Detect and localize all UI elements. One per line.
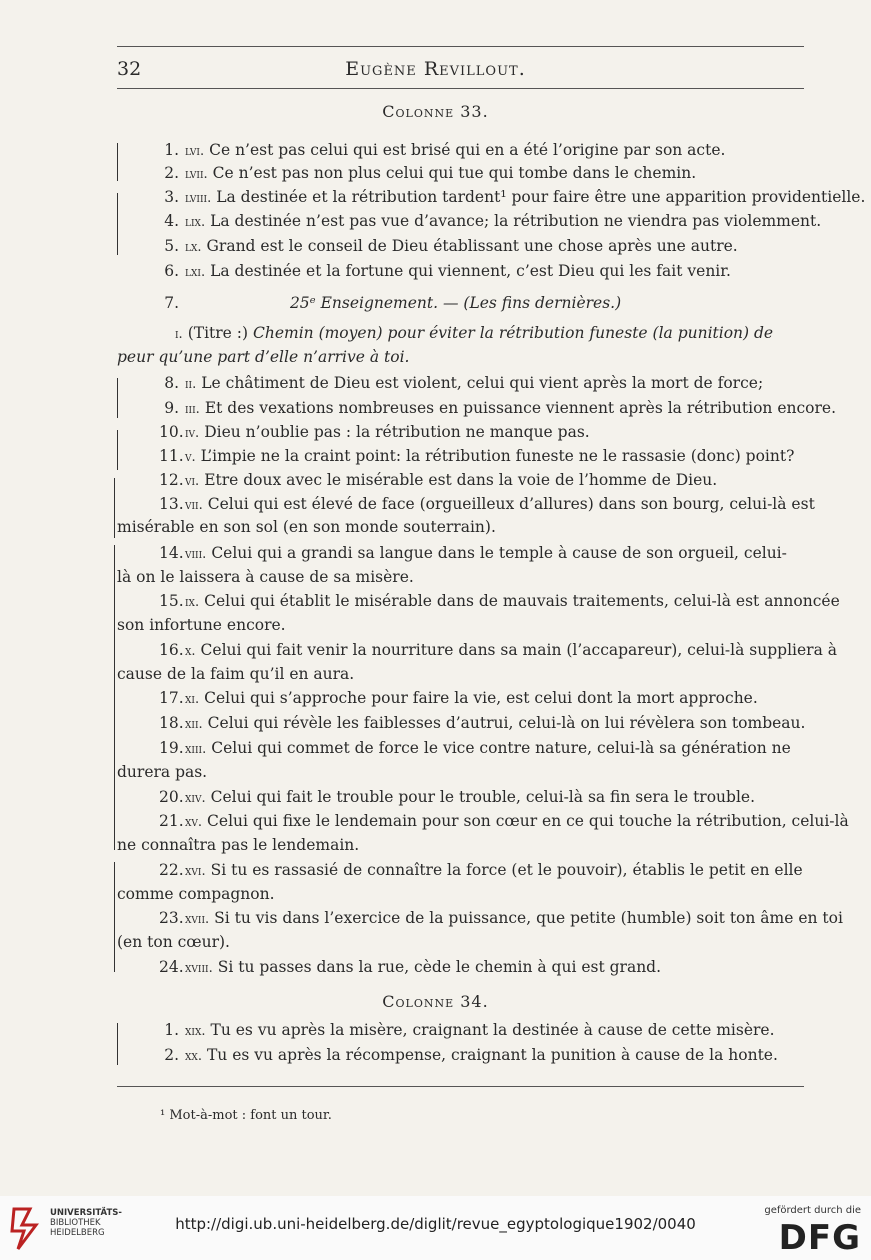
verse-line: 1. lvi. Ce n’est pas celui qui est brisé qui en a été l’origine par son acte.: [164, 141, 726, 159]
verse-line: 18.xii. Celui qui révèle les faiblesses d’autrui, celui-là on lui révèlera son tombeau.: [159, 714, 806, 732]
grouping-brace: [117, 378, 118, 418]
verse-line: 21.xv. Celui qui fixe le lendemain pour son cœur en ce qui touche la rétribution, celui-là: [159, 812, 849, 830]
source-url[interactable]: http://digi.ub.uni-heidelberg.de/diglit/revue_egyptologique1902/0040: [175, 1215, 696, 1233]
grouping-brace: [114, 545, 115, 850]
grouping-brace: [117, 1023, 118, 1065]
verse-line: 12.vi. Etre doux avec le misérable est dans la voie de l’homme de Dieu.: [159, 471, 718, 489]
verse-continuation: cause de la faim qu’il en aura.: [117, 665, 355, 683]
funder-caption: gefördert durch die: [764, 1205, 861, 1216]
verse-line: 20.xiv. Celui qui fait le trouble pour le trouble, celui-là sa fin sera le trouble.: [159, 788, 756, 806]
verse-line: 6. lxi. La destinée et la fortune qui viennent, c’est Dieu qui les fait venir.: [164, 262, 731, 280]
verse-continuation: comme compagnon.: [117, 885, 275, 903]
verse-line: 5. lx. Grand est le conseil de Dieu établissant une chose après une autre.: [164, 237, 738, 255]
column-33-title: Colonne 33.: [382, 102, 489, 121]
grouping-brace: [117, 430, 118, 470]
section-heading: 7. 25ᵉ Enseignement. — (Les fins dernières.): [164, 294, 622, 312]
verse-line: 2. lvii. Ce n’est pas non plus celui qui tue qui tombe dans le chemin.: [164, 164, 697, 182]
verse-line: 23.xvii. Si tu vis dans l’exercice de la puissance, que petite (humble) soit ton âme en toi: [159, 909, 843, 927]
verse-line: 22.xvi. Si tu es rassasié de connaître la force (et le pouvoir), établis le petit en elle: [159, 861, 803, 879]
running-title: Eugène Revillout.: [345, 58, 526, 80]
verse-continuation: son infortune encore.: [117, 616, 286, 634]
verse-line: 15.ix. Celui qui établit le misérable dans de mauvais traitements, celui-là est annoncée: [159, 592, 840, 610]
university-library-name: UNIVERSITÄTS- BIBLIOTHEK HEIDELBERG: [50, 1208, 122, 1238]
column-34-title: Colonne 34.: [382, 992, 489, 1011]
verse-line: 9. iii. Et des vexations nombreuses en puissance viennent après la rétribution encore.: [164, 399, 837, 417]
verse-continuation: misérable en son sol (en son monde souterrain).: [117, 518, 496, 536]
footnote: ¹ Mot-à-mot : font un tour.: [160, 1108, 332, 1123]
verse-line: 10.iv. Dieu n’oublie pas : la rétribution ne manque pas.: [159, 423, 590, 441]
title-line-continued: peur qu’une part d’elle n’arrive à toi.: [117, 348, 410, 366]
verse-line: 24.xviii. Si tu passes dans la rue, cède le chemin à qui est grand.: [159, 958, 662, 976]
grouping-brace: [114, 862, 115, 972]
verse-line: 16.x. Celui qui fait venir la nourriture dans sa main (l’accapareur), celui-là suppliera à: [159, 641, 837, 659]
verse-continuation: ne connaîtra pas le lendemain.: [117, 836, 360, 854]
title-line: i. (Titre :) Chemin (moyen) pour éviter la rétribution funeste (la punition) de: [175, 324, 774, 342]
verse-line: 2. xx. Tu es vu après la récompense, craignant la punition à cause de la honte.: [164, 1046, 778, 1064]
dfg-logo: DFG: [778, 1218, 861, 1258]
verse-line: 14.viii. Celui qui a grandi sa langue dans le temple à cause de son orgueil, celui-: [159, 544, 787, 562]
verse-line: 3. lviii. La destinée et la rétribution tardent¹ pour faire être une apparition providentielle.: [164, 188, 866, 206]
grouping-brace: [114, 478, 115, 538]
verse-continuation: durera pas.: [117, 763, 208, 781]
page-number: 32: [117, 58, 142, 80]
verse-line: 8. ii. Le châtiment de Dieu est violent, celui qui vient après la mort de force;: [164, 374, 764, 392]
top-rule: [117, 46, 804, 47]
header-rule: [117, 88, 804, 89]
verse-continuation: (en ton cœur).: [117, 933, 230, 951]
grouping-brace: [117, 193, 118, 255]
verse-line: 4. lix. La destinée n’est pas vue d’avance; la rétribution ne viendra pas violemment.: [164, 212, 822, 230]
verse-line: 19.xiii. Celui qui commet de force le vice contre nature, celui-là sa génération ne: [159, 739, 791, 757]
verse-line: 17.xi. Celui qui s’approche pour faire la vie, est celui dont la mort approche.: [159, 689, 758, 707]
verse-continuation: là on le laissera à cause de sa misère.: [117, 568, 414, 586]
verse-line: 1. xix. Tu es vu après la misère, craignant la destinée à cause de cette misère.: [164, 1021, 775, 1039]
verse-line: 11.v. L’impie ne la craint point: la rétribution funeste ne le rassasie (donc) point?: [159, 447, 795, 465]
footnote-rule: [117, 1086, 804, 1087]
verse-line: 13.vii. Celui qui est élevé de face (orgueilleux d’allures) dans son bourg, celui-là est: [159, 495, 815, 513]
grouping-brace: [117, 143, 118, 181]
